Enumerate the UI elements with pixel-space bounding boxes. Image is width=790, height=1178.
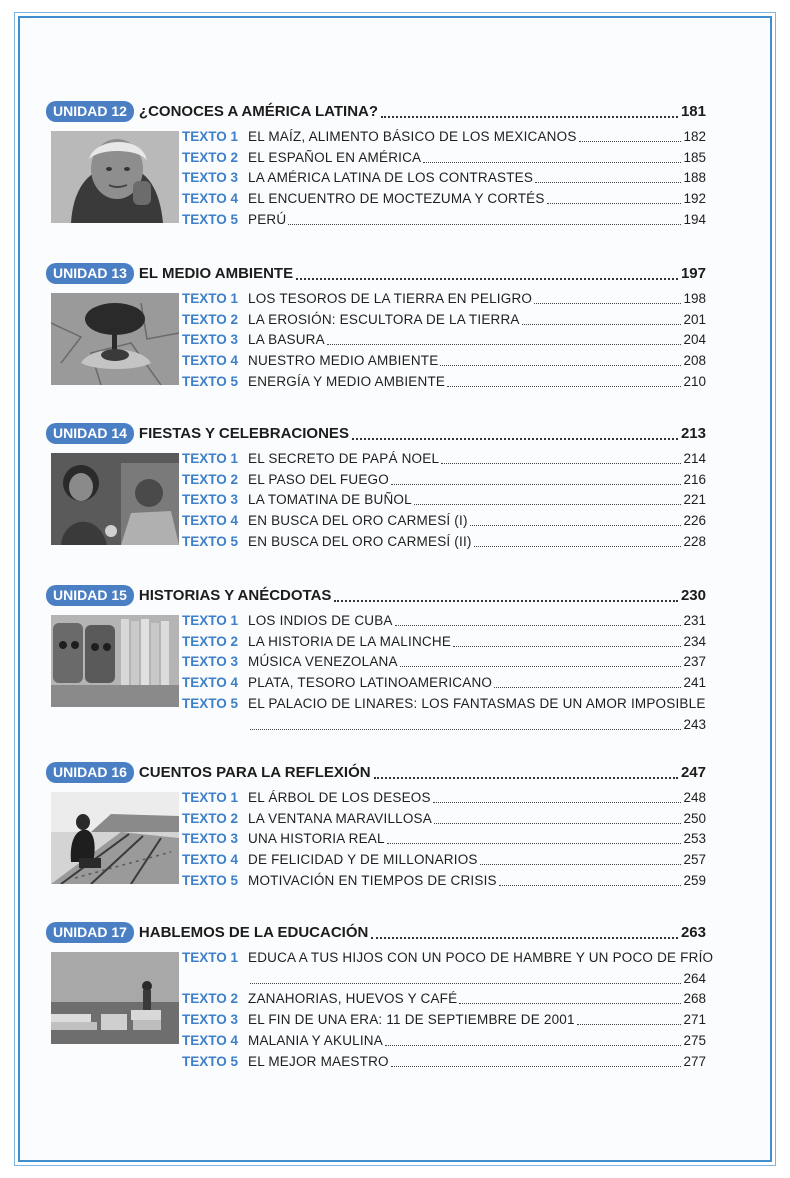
- page-number: 204: [683, 332, 706, 348]
- text-label: TEXTO 4: [182, 513, 239, 529]
- dot-leader: [459, 993, 681, 1004]
- unit-title: ¿CONOCES A AMÉRICA LATINA?: [138, 102, 379, 120]
- unit-page-number: 247: [680, 763, 706, 781]
- toc-row[interactable]: [182, 849, 706, 870]
- text-title: EL ÁRBOL DE LOS DESEOS: [248, 789, 431, 805]
- text-label: TEXTO 3: [182, 654, 239, 670]
- dot-leader: [480, 854, 682, 865]
- text-title: NUESTRO MEDIO AMBIENTE: [248, 353, 439, 369]
- man-on-railway-photo: [51, 792, 179, 884]
- dot-leader: [423, 152, 681, 163]
- dot-leader: [579, 131, 682, 142]
- text-label: TEXTO 4: [182, 353, 239, 369]
- dot-leader: [414, 494, 682, 505]
- unit-title: HABLEMOS DE LA EDUCACIÓN: [138, 923, 369, 941]
- toc-row[interactable]: [182, 448, 706, 469]
- unit-14: [46, 422, 706, 550]
- dot-leader: [470, 515, 682, 526]
- toc-row[interactable]: [182, 829, 706, 850]
- dot-leader: [534, 293, 681, 304]
- toc-row[interactable]: [182, 652, 706, 673]
- text-label: TEXTO 3: [182, 831, 239, 847]
- page-number: 234: [683, 633, 706, 649]
- text-label: TEXTO 2: [182, 991, 239, 1007]
- toc-row[interactable]: [182, 672, 706, 693]
- text-title: LOS INDIOS DE CUBA: [248, 612, 393, 628]
- dot-leader: [395, 615, 682, 626]
- toc-row[interactable]: [182, 168, 706, 189]
- unit-heading[interactable]: [46, 262, 706, 284]
- unit-page-number: 263: [680, 923, 706, 941]
- dot-leader: [296, 266, 678, 280]
- toc-row[interactable]: [182, 188, 706, 209]
- dot-leader: [371, 925, 678, 939]
- toc-row[interactable]: [182, 147, 706, 168]
- page-number: 216: [683, 471, 706, 487]
- toc-row[interactable]: [182, 531, 706, 552]
- text-title: EL ENCUENTRO DE MOCTEZUMA Y CORTÉS: [248, 191, 545, 207]
- unit-badge: UNIDAD 14: [46, 423, 134, 444]
- dot-leader: [391, 1056, 682, 1067]
- toc-row[interactable]: [182, 787, 706, 808]
- unit-badge: UNIDAD 13: [46, 263, 134, 284]
- carved-masks-photo: [51, 615, 179, 707]
- text-label: TEXTO 2: [182, 471, 239, 487]
- dot-leader: [327, 334, 682, 345]
- dot-leader: [547, 193, 682, 204]
- toc-row[interactable]: [182, 469, 706, 490]
- page-number: 257: [683, 852, 706, 868]
- page-number: 228: [683, 534, 706, 550]
- page-number: 268: [683, 991, 706, 1007]
- page-number: 243: [683, 716, 706, 732]
- toc-row-continuation: [182, 714, 706, 735]
- text-label: TEXTO 5: [182, 1053, 239, 1069]
- page-number: 210: [683, 374, 706, 390]
- text-label: TEXTO 3: [182, 332, 239, 348]
- page-number: 226: [683, 513, 706, 529]
- page-number: 271: [683, 1012, 706, 1028]
- toc-row[interactable]: [182, 870, 706, 891]
- toc-row[interactable]: [182, 126, 706, 147]
- text-label: TEXTO 3: [182, 492, 239, 508]
- text-label: TEXTO 2: [182, 149, 239, 165]
- unit-heading[interactable]: [46, 921, 706, 943]
- page-number: 275: [683, 1033, 706, 1049]
- dot-leader: [494, 677, 681, 688]
- unit-title: HISTORIAS Y ANÉCDOTAS: [138, 586, 332, 604]
- text-title: LA BASURA: [248, 332, 325, 348]
- page-number: 277: [683, 1053, 706, 1069]
- page-number: 198: [683, 290, 706, 306]
- dot-leader: [391, 474, 682, 485]
- text-title: PERÚ: [248, 212, 287, 228]
- toc-row[interactable]: [182, 610, 706, 631]
- page-number: 248: [683, 789, 706, 805]
- child-on-books-photo: [51, 952, 179, 1044]
- text-title: LA AMÉRICA LATINA DE LOS CONTRASTES: [248, 170, 534, 186]
- text-title: EL ESPAÑOL EN AMÉRICA: [248, 149, 422, 165]
- page-number: 231: [683, 612, 706, 628]
- dot-leader: [440, 355, 681, 366]
- page-number: 201: [683, 311, 706, 327]
- text-title: MOTIVACIÓN EN TIEMPOS DE CRISIS: [248, 873, 497, 889]
- dot-leader: [374, 765, 678, 779]
- page-number: 237: [683, 654, 706, 670]
- dot-leader: [441, 453, 681, 464]
- page-number: 241: [683, 675, 706, 691]
- page-number: 250: [683, 810, 706, 826]
- text-title: LA VENTANA MARAVILLOSA: [248, 810, 432, 826]
- text-title: UNA HISTORIA REAL: [248, 831, 385, 847]
- text-title: EN BUSCA DEL ORO CARMESÍ (I): [248, 513, 468, 529]
- text-label: TEXTO 1: [182, 450, 239, 466]
- dot-leader: [250, 973, 681, 984]
- toc-row[interactable]: [182, 371, 706, 392]
- unit-badge: UNIDAD 17: [46, 922, 134, 943]
- toc-row[interactable]: [182, 490, 706, 511]
- text-label: TEXTO 4: [182, 1033, 239, 1049]
- toc-row[interactable]: [182, 693, 706, 714]
- elderly-woman-photo: [51, 131, 179, 223]
- page-number: 194: [683, 212, 706, 228]
- toc-row[interactable]: [182, 631, 706, 652]
- text-label: TEXTO 3: [182, 170, 239, 186]
- dot-leader: [288, 214, 681, 225]
- unit-heading[interactable]: [46, 100, 706, 122]
- text-label: TEXTO 5: [182, 873, 239, 889]
- text-title: EL PASO DEL FUEGO: [248, 471, 389, 487]
- unit-heading[interactable]: [46, 584, 706, 606]
- page-number: 264: [683, 970, 706, 986]
- unit-17: [46, 921, 714, 1069]
- unit-page-number: 213: [680, 424, 706, 442]
- text-title: EL PALACIO DE LINARES: LOS FANTASMAS DE UN AMOR IMPOSIBLE: [248, 696, 706, 712]
- unit-heading[interactable]: [46, 422, 706, 444]
- text-title: LOS TESOROS DE LA TIERRA EN PELIGRO: [248, 290, 533, 306]
- text-title: EL SECRETO DE PAPÁ NOEL: [248, 450, 440, 466]
- toc-row[interactable]: [182, 288, 706, 309]
- text-label: TEXTO 4: [182, 191, 239, 207]
- page-number: 221: [683, 492, 706, 508]
- text-title: PLATA, TESORO LATINOAMERICANO: [248, 675, 493, 691]
- festival-photo: [51, 453, 179, 545]
- dot-leader: [433, 792, 682, 803]
- unit-title: FIESTAS Y CELEBRACIONES: [138, 424, 349, 442]
- dot-leader: [250, 719, 681, 730]
- unit-13: [46, 262, 706, 390]
- text-label: TEXTO 5: [182, 374, 239, 390]
- text-label: TEXTO 4: [182, 675, 239, 691]
- dot-leader: [522, 314, 682, 325]
- text-label: TEXTO 2: [182, 810, 239, 826]
- text-label: TEXTO 1: [182, 949, 239, 965]
- dot-leader: [474, 536, 682, 547]
- dot-leader: [447, 376, 681, 387]
- text-label: TEXTO 5: [182, 696, 239, 712]
- dot-leader: [381, 104, 678, 118]
- text-label: TEXTO 1: [182, 789, 239, 805]
- unit-15: [46, 584, 706, 732]
- page-frame: [14, 12, 776, 1166]
- page-number: 253: [683, 831, 706, 847]
- text-title: MALANIA Y AKULINA: [248, 1033, 383, 1049]
- unit-title: EL MEDIO AMBIENTE: [138, 264, 294, 282]
- dot-leader: [499, 875, 682, 886]
- page-number: 182: [683, 128, 706, 144]
- text-title: EN BUSCA DEL ORO CARMESÍ (II): [248, 534, 472, 550]
- toc-row[interactable]: [182, 1030, 706, 1051]
- dot-leader: [434, 813, 682, 824]
- text-label: TEXTO 2: [182, 311, 239, 327]
- page-number: 214: [683, 450, 706, 466]
- page-number: 259: [683, 873, 706, 889]
- text-title: LA EROSIÓN: ESCULTORA DE LA TIERRA: [248, 311, 520, 327]
- unit-page-number: 197: [680, 264, 706, 282]
- unit-page-number: 181: [680, 102, 706, 120]
- text-label: TEXTO 1: [182, 290, 239, 306]
- toc-row[interactable]: [182, 350, 706, 371]
- tree-in-hands-photo: [51, 293, 179, 385]
- text-title: LA TOMATINA DE BUÑOL: [248, 492, 412, 508]
- dot-leader: [577, 1014, 682, 1025]
- dot-leader: [535, 172, 681, 183]
- text-label: TEXTO 5: [182, 212, 239, 228]
- page-number: 192: [683, 191, 706, 207]
- dot-leader: [387, 833, 682, 844]
- toc-row-continuation: [182, 968, 706, 989]
- text-label: TEXTO 5: [182, 534, 239, 550]
- text-title: EL FIN DE UNA ERA: 11 DE SEPTIEMBRE DE 2001: [248, 1012, 575, 1028]
- text-label: TEXTO 2: [182, 633, 239, 649]
- page-number: 188: [683, 170, 706, 186]
- page-number: 208: [683, 353, 706, 369]
- page-border: [18, 16, 772, 1162]
- toc-row[interactable]: [182, 330, 706, 351]
- unit-badge: UNIDAD 15: [46, 585, 134, 606]
- text-title: EDUCA A TUS HIJOS CON UN POCO DE HAMBRE Y UN POCO DE FRÍO: [248, 949, 714, 965]
- dot-leader: [352, 426, 678, 440]
- unit-title: CUENTOS PARA LA REFLEXIÓN: [138, 763, 371, 781]
- unit-badge: UNIDAD 12: [46, 101, 134, 122]
- unit-heading[interactable]: [46, 761, 706, 783]
- toc-row[interactable]: [182, 989, 706, 1010]
- text-title: ENERGÍA Y MEDIO AMBIENTE: [248, 374, 446, 390]
- text-title: DE FELICIDAD Y DE MILLONARIOS: [248, 852, 478, 868]
- unit-badge: UNIDAD 16: [46, 762, 134, 783]
- text-title: LA HISTORIA DE LA MALINCHE: [248, 633, 452, 649]
- unit-16: [46, 761, 706, 889]
- dot-leader: [334, 588, 678, 602]
- text-title: MÚSICA VENEZOLANA: [248, 654, 398, 670]
- text-title: EL MEJOR MAESTRO: [248, 1053, 389, 1069]
- dot-leader: [400, 656, 682, 667]
- toc-row[interactable]: [182, 309, 706, 330]
- dot-leader: [453, 636, 681, 647]
- text-label: TEXTO 1: [182, 612, 239, 628]
- toc-row[interactable]: [182, 808, 706, 829]
- toc-row[interactable]: [182, 1051, 706, 1072]
- toc-row[interactable]: [182, 510, 706, 531]
- text-label: TEXTO 1: [182, 128, 239, 144]
- dot-leader: [385, 1035, 682, 1046]
- text-title: ZANAHORIAS, HUEVOS Y CAFÉ: [248, 991, 458, 1007]
- text-label: TEXTO 4: [182, 852, 239, 868]
- unit-page-number: 230: [680, 586, 706, 604]
- unit-12: [46, 100, 706, 228]
- toc-row[interactable]: [182, 947, 714, 968]
- toc-row[interactable]: [182, 209, 706, 230]
- text-title: EL MAÍZ, ALIMENTO BÁSICO DE LOS MEXICANOS: [248, 128, 577, 144]
- page-number: 185: [683, 149, 706, 165]
- text-label: TEXTO 3: [182, 1012, 239, 1028]
- toc-row[interactable]: [182, 1009, 706, 1030]
